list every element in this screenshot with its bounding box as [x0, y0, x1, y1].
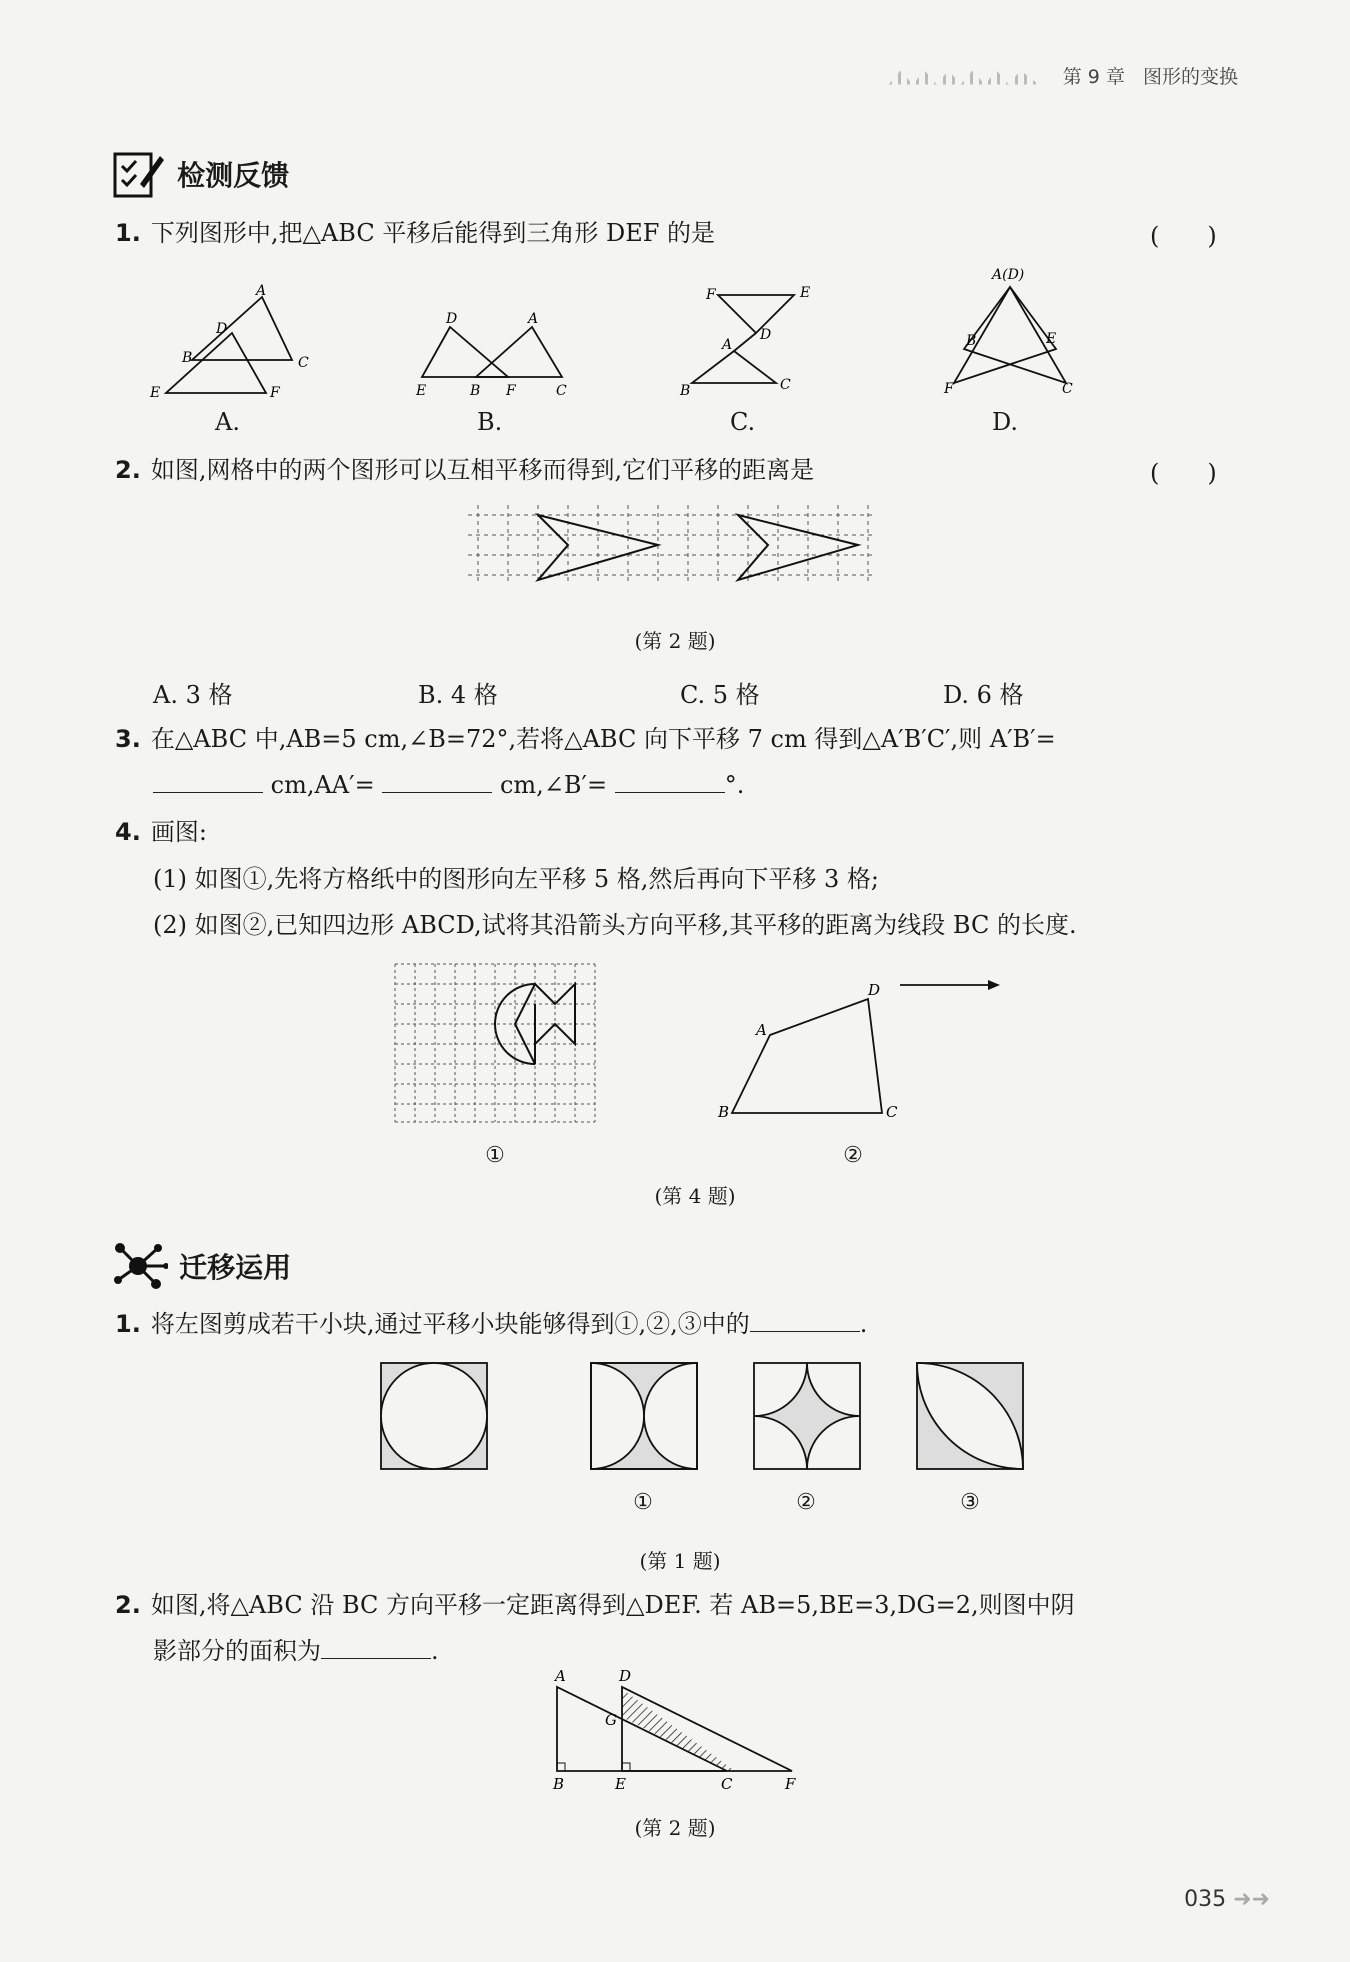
svg-text:F: F — [270, 385, 280, 401]
question-text: 如图,将△ABC 沿 BC 方向平移一定距离得到△DEF. 若 AB=5,BE=3,DG=2,则图中阴 — [150, 1591, 1075, 1619]
square-option-2 — [754, 1363, 860, 1469]
svg-text:F: F — [785, 1775, 796, 1793]
option-c: C. 5 格 — [680, 681, 760, 709]
checklist-icon — [112, 148, 164, 200]
option-c: C. — [730, 408, 756, 436]
svg-text:B: B — [718, 1103, 730, 1120]
question-end: . — [859, 1310, 868, 1338]
figure-label-1: ① — [485, 1143, 505, 1168]
square-original — [381, 1363, 487, 1469]
question-text: 如图,网格中的两个图形可以互相平移而得到,它们平移的距离是 — [150, 456, 815, 484]
svg-text:C: C — [298, 355, 309, 371]
answer-paren: ( ) — [1150, 459, 1217, 487]
svg-text:A: A — [722, 337, 733, 353]
transfer-question-2-line2 — [153, 1634, 439, 1668]
unit-text: cm,∠B′= — [499, 771, 608, 799]
transfer-question-2 — [115, 1588, 1245, 1622]
svg-text:E: E — [800, 285, 811, 301]
chapter-title: 图形的变换 — [1142, 66, 1238, 88]
svg-text:D: D — [446, 311, 458, 327]
section-title-check — [112, 148, 289, 200]
figure-a — [149, 283, 309, 401]
figure-d — [943, 267, 1073, 397]
page-header — [889, 62, 1238, 89]
square-option-3 — [917, 1363, 1023, 1469]
answer-blank[interactable] — [321, 1634, 431, 1659]
question-number: 1. — [115, 1310, 141, 1338]
question-end: . — [431, 1637, 439, 1665]
question-number: 1. — [115, 219, 141, 247]
answer-blank[interactable] — [382, 768, 492, 793]
svg-text:C: C — [556, 383, 567, 399]
question-number: 2. — [115, 1591, 141, 1619]
svg-text:B: B — [966, 333, 977, 349]
question-text: 在△ABC 中,AB=5 cm,∠B=72°,若将△ABC 向下平移 7 cm 得到△A′B′C′,则 A′B′= — [150, 725, 1056, 753]
svg-text:A: A — [555, 1667, 566, 1685]
svg-text:G: G — [605, 1711, 617, 1729]
svg-text:B: B — [680, 383, 691, 399]
svg-text:A(D): A(D) — [992, 267, 1025, 283]
answer-blank[interactable] — [153, 768, 263, 793]
question-3 — [115, 722, 1245, 756]
figure-label-2: ② — [843, 1143, 863, 1168]
q4-grid-figure — [393, 962, 603, 1127]
q4-quadrilateral-figure — [710, 975, 1010, 1120]
svg-text:F: F — [506, 383, 516, 399]
svg-text:B: B — [470, 383, 481, 399]
option-b: B. 4 格 — [418, 681, 498, 709]
figure-c — [679, 285, 810, 399]
question-text: 画图: — [150, 818, 207, 846]
page-number-text: 035 — [1184, 1887, 1227, 1912]
s2q1-squares-figure — [378, 1360, 1028, 1475]
svg-text:B: B — [553, 1775, 565, 1793]
transfer-question-1 — [115, 1307, 867, 1341]
svg-text:E: E — [1046, 331, 1057, 347]
question-4 — [115, 815, 207, 849]
option-label-3: ③ — [960, 1490, 980, 1515]
q2-grid-figure — [468, 505, 878, 590]
svg-text:F: F — [944, 381, 954, 397]
option-b: B. — [477, 408, 503, 436]
svg-text:C: C — [721, 1775, 733, 1793]
svg-text:D: D — [760, 327, 772, 343]
answer-paren: ( ) — [1150, 222, 1217, 250]
unit-text: cm,AA′= — [270, 771, 375, 799]
svg-text:A: A — [528, 311, 539, 327]
svg-text:D: D — [868, 981, 881, 999]
section-title-transfer — [112, 1240, 291, 1292]
svg-text:E: E — [416, 383, 427, 399]
svg-text:F: F — [706, 287, 716, 303]
question-4-part-1: (1) 如图①,先将方格纸中的图形向左平移 5 格,然后再向下平移 3 格; — [153, 865, 880, 893]
svg-text:B: B — [182, 350, 193, 366]
caption-q4: (第 4 题) — [654, 1184, 736, 1208]
page-number — [1184, 1887, 1270, 1912]
svg-text:E: E — [615, 1775, 626, 1793]
arrow-icon: ➜➜ — [1233, 1887, 1270, 1912]
question-number: 2. — [115, 456, 141, 484]
caption-s2q1: (第 1 题) — [639, 1549, 721, 1573]
molecule-icon — [112, 1240, 168, 1292]
svg-text:E: E — [150, 385, 161, 401]
option-d: D. 6 格 — [943, 681, 1024, 709]
caption-q2: (第 2 题) — [634, 629, 716, 653]
svg-text:A: A — [756, 1021, 767, 1039]
s2q2-triangles-figure — [545, 1665, 805, 1795]
question-text: 下列图形中,把△ABC 平移后能得到三角形 DEF 的是 — [150, 219, 715, 247]
question-3-blanks — [153, 768, 744, 802]
option-label-2: ② — [796, 1490, 816, 1515]
figure-b — [415, 311, 567, 399]
option-a: A. — [215, 408, 240, 436]
svg-text:C: C — [780, 377, 791, 393]
svg-text:D: D — [619, 1667, 632, 1685]
answer-blank[interactable] — [750, 1307, 860, 1332]
svg-text:D: D — [216, 321, 228, 337]
svg-text:A: A — [256, 283, 267, 299]
answer-blank[interactable] — [615, 768, 725, 793]
svg-text:C: C — [886, 1103, 898, 1120]
question-2 — [115, 453, 814, 487]
question-4-part-2: (2) 如图②,已知四边形 ABCD,试将其沿箭头方向平移,其平移的距离为线段 BC 的长度. — [153, 911, 1077, 939]
square-option-1 — [591, 1363, 697, 1469]
question-1 — [115, 216, 715, 250]
unit-text: °. — [724, 771, 745, 799]
question-number: 3. — [115, 725, 141, 753]
section-title: 迁移运用 — [179, 1251, 292, 1284]
option-d: D. — [992, 408, 1019, 436]
question-number: 4. — [115, 818, 141, 846]
section-title: 检测反馈 — [177, 159, 290, 192]
caption-s2q2: (第 2 题) — [634, 1816, 716, 1840]
question-text: 影部分的面积为 — [153, 1637, 321, 1665]
question-text: 将左图剪成若干小块,通过平移小块能够得到①,②,③中的 — [150, 1310, 750, 1338]
option-label-1: ① — [633, 1490, 653, 1515]
svg-text:C: C — [1062, 381, 1073, 397]
chapter-label: 第 9 章 — [1062, 66, 1125, 88]
q1-figures — [140, 265, 1100, 405]
option-a: A. 3 格 — [153, 681, 233, 709]
decorative-triangles — [889, 71, 1039, 85]
